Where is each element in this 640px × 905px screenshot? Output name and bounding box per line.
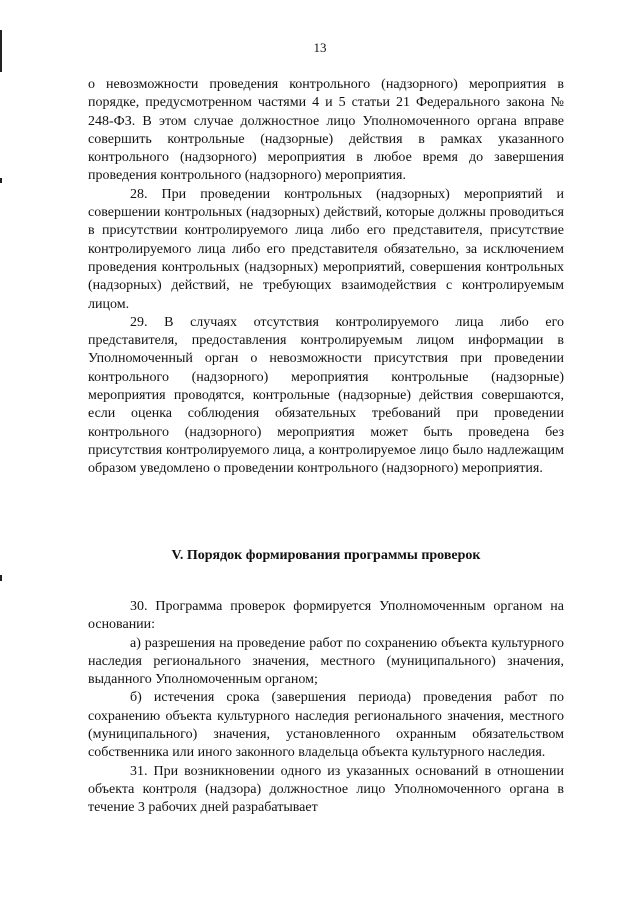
margin-mark xyxy=(0,575,2,581)
paragraph-29: 29. В случаях отсутствия контролируемого лица либо его представителя, предоставления контролируемым лицом информации в Уполномоченный орган о невозможности присутствия при проведении контрольного (надзорного) мероприятия контрольные (надзорные) мероприятия проводятся, контрольные (надзорные) действия совершаются, если оценка соблюдения обязательных требований при проведении контрольного (надзорного) мероприятия может быть проведена без присутствия контролируемого лица, а контролируемое лицо было надлежащим образом уведомлено о проведении контрольного (надзорного) мероприятия. xyxy=(88,314,564,477)
paragraph-31: 31. При возникновении одного из указанных оснований в отношении объекта контроля (надзора) должностное лицо Уполномоченного органа в течение 3 рабочих дней разрабатывает xyxy=(88,763,564,816)
paragraph-30: 30. Программа проверок формируется Уполномоченным органом на основании: xyxy=(88,599,564,633)
page-number: 13 xyxy=(313,40,327,55)
section-1-text xyxy=(88,76,564,479)
margin-mark xyxy=(0,178,2,183)
paragraph-continuation: о невозможности проведения контрольного (надзорного) мероприятия в порядке, предусмотренном частями 4 и 5 статьи 21 Федерального закона № 248-ФЗ. В этом случае должностное лицо Уполномоченного органа вправе совершить контрольные (надзорные) действия в рамках указанного контрольного (надзорного) мероприятия в любое время до завершения проведения контрольного (надзорного) мероприятия. xyxy=(88,77,564,184)
paragraph-28: 28. При проведении контрольных (надзорных) мероприятий и совершении контрольных (надзорных) действий, которые должны проводиться в присутствии контролируемого лица либо его представителя, присутствие контролируемого лица либо его представителя обязательно, за исключением проведения контрольных (надзорных) мероприятий, совершения контрольных (надзорных) действий, не требующих взаимодействия с контролируемым лицом. xyxy=(88,186,564,312)
section-heading: V. Порядок формирования программы проверок xyxy=(171,548,481,563)
section-2-text xyxy=(88,598,564,818)
paragraph-30-b: б) истечения срока (завершения периода) проведения работ по сохранению объекта культурного наследия регионального значения, местного (муниципального) значения, установленного охранным обязательством собственника или иного законного владельца объекта культурного наследия. xyxy=(88,690,564,761)
paragraph-30-a: а) разрешения на проведение работ по сохранению объекта культурного наследия регионального значения, местного (муниципального) значения, выданного Уполномоченным органом; xyxy=(88,635,564,688)
